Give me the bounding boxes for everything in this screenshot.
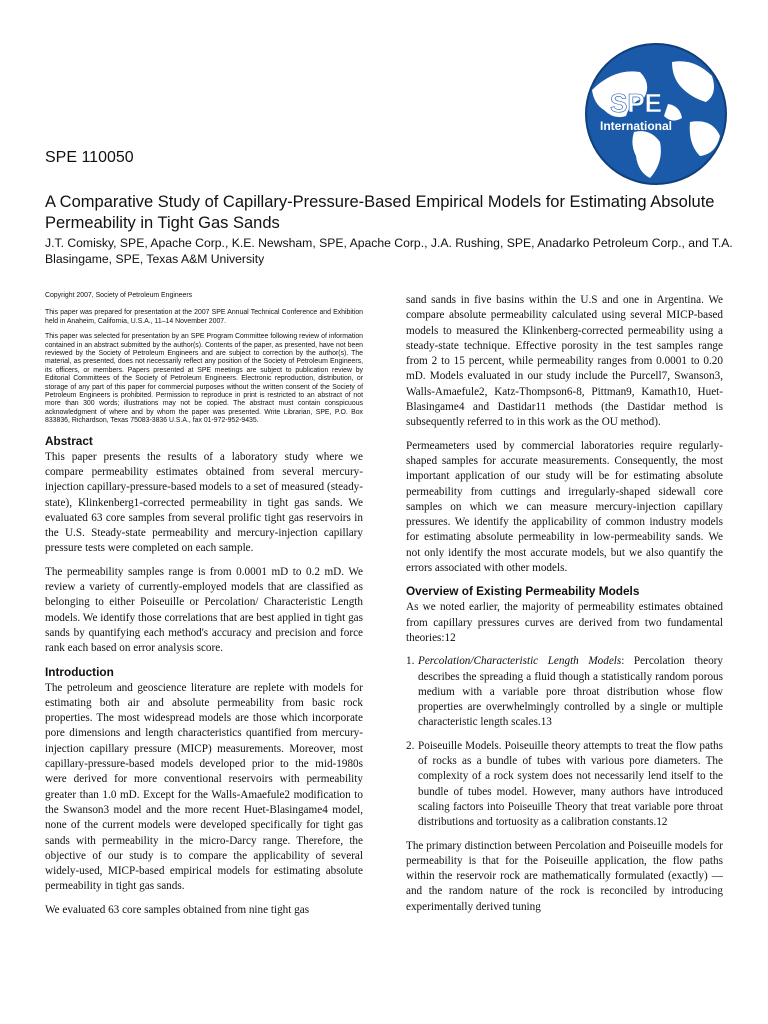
abstract-heading: Abstract [45, 433, 93, 448]
logo-name: SPE [609, 88, 663, 118]
list-item-number: 1. [406, 655, 415, 668]
right-column [406, 293, 723, 923]
model-list [406, 654, 723, 830]
list-item [406, 739, 723, 831]
selection-notice: This paper was selected for presentation by an SPE Program Committee following review of information contained in an abstract submitted by the author(s). Contents of the paper, as presented, have not been reviewed by the Society of Petroleum Engineers and are subject to correction by the author(s). The material, as presented, does not necessarily reflect any position of the Society of Petroleum Engineers, its officers, or members. Papers presented at SPE meetings are subject to publication review by Editorial Committees of the Society of Petroleum Engineers. Electronic reproduction, distribution, or storage of any part of this paper for commercial purposes without the written consent of the Society of Petroleum Engineers is prohibited. Permission to reproduce in print is restricted to an abstract of not more than 300 words; illustrations may not be copied. The abstract must contain conspicuous acknowledgment of where and by whom the paper was presented. Write Librarian, SPE, P.O. Box 833836, Richardson, Texas 75083-3836 U.S.A., fax 01-972-952-9435. [45, 333, 363, 425]
introduction-paragraph-1: The petroleum and geoscience literature are replete with models for estimating both air and absolute permeability from basic rock properties. The most widespread models are those which incorporate pore dimensions and length characteristics quantified from mercury-injection capillary pressure (MICP) measurements. Moreover, most capillary-pressure-based models developed prior to the mid-1980s were derived for more conventional reservoirs with permeability greater than 1.0 mD. Except for the Walls-Amaefule2 modification to the Swanson3 model and the more recent Huet-Blasingame4 model, none of the current models were developed specifically for tight gas sands with permeability in the micro-Darcy range. Therefore, the objective of our study is to compare the applicability of several widely-used, MICP-based empirical models for estimating absolute permeability in tight gas sands. [45, 681, 363, 893]
globe-icon [522, 40, 728, 188]
introduction-paragraph-2-start: We evaluated 63 core samples obtained from nine tight gas [45, 903, 310, 916]
list-item-number: 2. [406, 739, 415, 752]
list-item-lead: Poiseuille Models. [418, 739, 502, 752]
list-item-lead: Percolation/Characteristic Length Models [418, 655, 622, 668]
list-item-text: : Percolation theory describes the spreading a fluid though a statistically random porous medium with a variable pore throat distribution whose flow properties are overwhelmingly controlled by a single or multiple characteristic length scales.13 [418, 655, 723, 729]
presentation-notice: This paper was prepared for presentation at the 2007 SPE Annual Technical Conference and Exhibition held in Anaheim, California, U.S.A., 11–14 November 2007. [45, 309, 363, 325]
introduction-heading: Introduction [45, 664, 114, 679]
abstract-paragraph-2: The permeability samples range is from 0.0001 mD to 0.2 mD. We review a variety of currently-employed models that are classified as belonging to either Poiseuille or Percolation/ Characteristic Length models. We identify those correlations that are best applied in tight gas sands by quantifying each method's accuracy and precision and force rank each based on error analysis score. [45, 565, 363, 655]
author-list: J.T. Comisky, SPE, Apache Corp., K.E. Newsham, SPE, Apache Corp., J.A. Rushing, SPE, Anadarko Petroleum Corp., and T.A. Blasingame, SPE, Texas A&M University [45, 236, 733, 266]
abstract-paragraph-1: This paper presents the results of a laboratory study where we compare permeability estimates obtained from several mercury-injection capillary-pressure-based models to a set of measured (steady-state), Klinkenberg1-corrected permeability in tight gas sands. We evaluated 63 core samples from several prolific tight gas reservoirs in the U.S. Steady-state permeability and mercury-injection capillary pressure tests were completed on each sample. [45, 450, 363, 555]
list-item-text: Poiseuille theory attempts to treat the flow paths of rocks as a bundle of tubes with various pore diameters. The complexity of a rock system does not necessarily lend itself to the bundle of tubes model. However, many authors have introduced scaling factors into Poiseuille Theory that treat variable pore throat distributions and tortuosity as a calibration constants.12 [418, 739, 723, 829]
paper-number: SPE 110050 [45, 149, 134, 166]
overview-closing: The primary distinction between Percolation and Poiseuille models for permeability is that for the Poiseuille application, the flow paths within the reservoir rock are mathematically formulated (exactly) — and the random nature of the rock is reconciled by introducing experimentally derived tuning [406, 839, 723, 913]
introduction-paragraph-3: Permeameters used by commercial laboratories require regularly-shaped samples for accurate measurements. Consequently, the most important application of our study will be for estimating absolute permeability from cuttings and irregularly-shaped sidewall core samples on which we can measure mercury-injection capillary pressures. We identify the applicability of common industry models for estimating absolute permeability in low-permeability sands. We not only identify the most accurate models, but we also quantify the errors associated with other models. [406, 439, 723, 575]
left-column [45, 292, 363, 926]
paper-title: A Comparative Study of Capillary-Pressure-Based Empirical Models for Estimating Absolute Permeability in Tight Gas Sands [45, 193, 715, 232]
overview-intro: As we noted earlier, the majority of permeability estimates obtained from capillary pressures curves are derived from two fundamental theories:12 [406, 601, 723, 644]
overview-heading: Overview of Existing Permeability Models [406, 584, 640, 599]
logo-subtitle: International [599, 119, 673, 133]
copyright-notice: Copyright 2007, Society of Petroleum Engineers [45, 292, 193, 299]
list-item [406, 654, 723, 730]
spe-logo [522, 40, 728, 188]
introduction-paragraph-2-continued: sand sands in five basins within the U.S and one in Argentina. We compare absolute permeability calculated using several MICP-based models to measured the Klinkenberg-corrected permeability using a steady-state technique. Effective porosity in the test samples range from 2 to 15 percent, while permeability ranges from 0.0001 to 0.20 mD. Models evaluated in our study include the Purcell7, Swanson3, Walls-Amaefule2, Katz-Thompson6-8, Pittman9, Kamath10, Huet-Blasingame4 and Dastidar11 methods (the Dastidar method is subsequently referred to in this work as the OU method). [406, 294, 723, 429]
